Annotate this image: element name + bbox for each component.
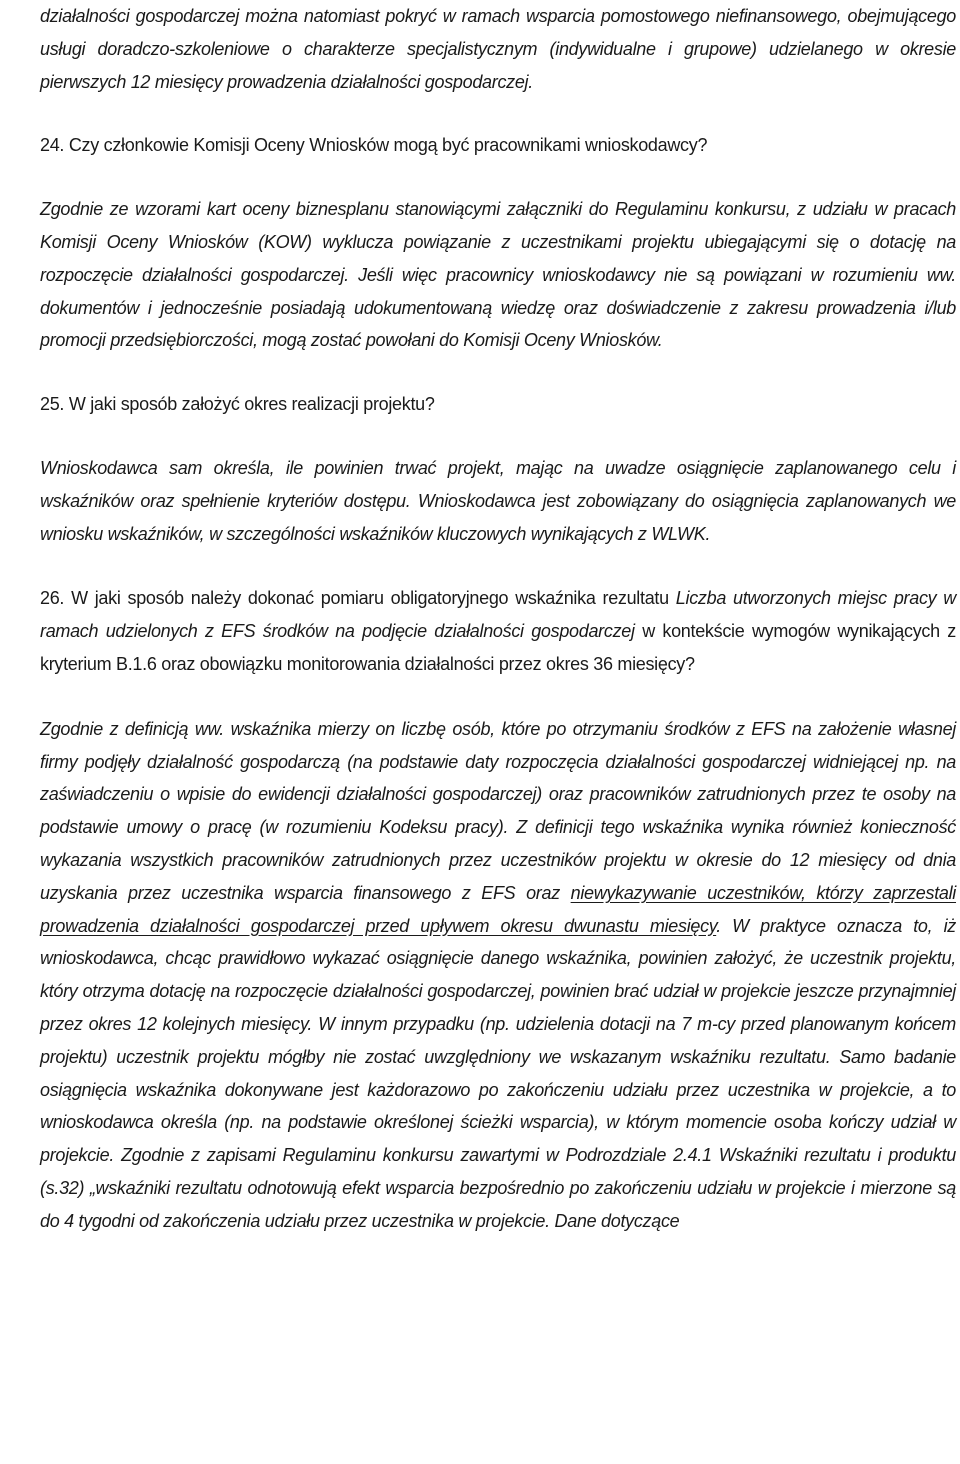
answer-25: Wnioskodawca sam określa, ile powinien trwać projekt, mając na uwadze osiągnięcie zaplanowanego celu i wskaźników oraz spełnienie kryteriów dostępu. Wnioskodawca jest zobowiązany do osiągnięcia zaplanowanych we wniosku wskaźników, w szczególności wskaźników kluczowych wynikających z WLWK.	[40, 457, 956, 544]
intro-paragraph: działalności gospodarczej można natomiast pokryć w ramach wsparcia pomostowego niefinansowego, obejmującego usługi doradczo-szkoleniowe o charakterze specjalistycznym (indywidualne i grupowe) udzielanego w okresie pierwszych 12 miesięcy prowadzenia działalności gospodarczej.	[40, 6, 956, 92]
question-25	[40, 388, 956, 421]
answer-26	[40, 713, 956, 1238]
indicator-name: Liczba utworzonych miejsc pracy w ramach udzielonych z EFS środków na podjęcie działalności gospodarczej	[40, 588, 957, 642]
question-text: Czy członkowie Komisji Oceny Wniosków mogą być pracownikami wnioskodawcy?	[68, 135, 708, 156]
question-number: 24.	[40, 135, 65, 156]
document-page	[40, 0, 956, 1238]
answer-text-part1: Zgodnie z definicją ww. wskaźnika mierzy on liczbę osób, które po otrzymaniu środków z EFS na założenie własnej firmy podjęły działalność gospodarczą (na podstawie daty rozpoczęcia działalności gospodarczej widniejącej np. na zaświadczeniu o wpisie do ewidencji działalności gospodarczej) oraz pracowników zatrudnionych przez te osoby na podstawie umowy o pracę (w rozumieniu Kodeksu pracy). Z definicji tego wskaźnika wynika również konieczność wykazania wszystkich pracowników zatrudnionych przez uczestników projektu w okresie do 12 miesięcy od dnia uzyskania przez uczestnika wsparcia finansowego z EFS oraz	[40, 718, 956, 903]
question-text-part2: w kontekście wymogów wynikających z kryterium B.1.6 oraz obowiązku monitorowania działalności przez okres 36 miesięcy?	[40, 621, 956, 674]
answer-text-part2: . W praktyce oznacza to, iż wnioskodawca, chcąc prawidłowo wykazać osiągnięcie danego wskaźnika, powinien założyć, że uczestnik projektu, który otrzyma dotację na rozpoczęcie działalności gospodarczej, powinien brać udział w projekcie jeszcze przynajmniej przez okres 12 kolejnych miesięcy. W innym przypadku (np. udzielenia dotacji na 7 m-cy przed planowanym końcem projektu) uczestnik projektu mógłby nie zostać uwzględniony we wskazanym wskaźniku rezultatu. Samo badanie osiągnięcia wskaźnika dokonywane jest każdorazowo po zakończeniu udziału przez uczestnika w projekcie, a to wnioskodawca określa (np. na podstawie określonej ścieżki wsparcia), w którym momencie osoba kończy udział w projekcie. Zgodnie z zapisami Regulaminu konkursu zawartymi w Podrozdziale 2.4.1 Wskaźniki rezultatu i produktu (s.32) „wskaźniki rezultatu odnotowują efekt wsparcia bezpośrednio po zakończeniu udziału w projekcie i mierzone są do 4 tygodni od zakończenia udziału przez uczestnika w projekcie. Dane dotyczące	[40, 915, 957, 1231]
question-26	[40, 582, 956, 680]
question-text-part1: W jaki sposób należy dokonać pomiaru obligatoryjnego wskaźnika rezultatu	[71, 588, 676, 609]
question-24	[40, 129, 956, 162]
underlined-emphasis: niewykazywanie uczestników, którzy zaprzestali prowadzenia działalności gospodarczej przed upływem okresu dwunastu miesięcy	[40, 882, 957, 936]
question-text: W jaki sposób założyć okres realizacji projektu?	[68, 394, 435, 415]
answer-24: Zgodnie ze wzorami kart oceny biznesplanu stanowiącymi załączniki do Regulaminu konkursu, z udziału w pracach Komisji Oceny Wniosków (KOW) wyklucza powiązanie z uczestnikami projektu ubiegającymi się o dotację na rozpoczęcie działalności gospodarczej. Jeśli więc pracownicy wnioskodawcy nie są powiązani w rozumieniu ww. dokumentów i jednocześnie posiadają udokumentowaną wiedzę oraz doświadczenie z zakresu prowadzenia i/lub promocji przedsiębiorczości, mogą zostać powołani do Komisji Oceny Wniosków.	[40, 199, 956, 351]
question-number: 26.	[40, 588, 65, 609]
question-number: 25.	[40, 394, 65, 415]
